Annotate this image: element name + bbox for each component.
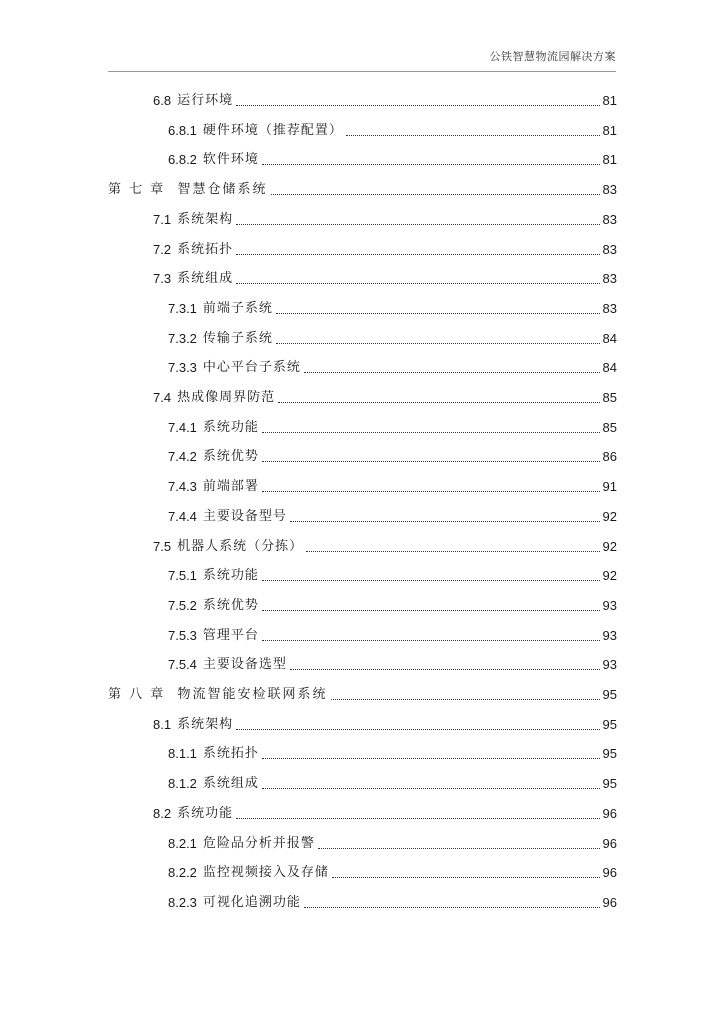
toc-leader-dots	[332, 877, 600, 878]
toc-leader-dots	[306, 551, 599, 552]
toc-leader-dots	[262, 640, 600, 641]
toc-entry-number: 7.4.3	[168, 479, 197, 495]
toc-entry-title: 系统架构	[177, 211, 234, 227]
toc-entry-page: 86	[602, 449, 617, 465]
toc-entry[interactable]	[0, 356, 617, 376]
toc-leader-dots	[262, 432, 600, 433]
toc-entry-title: 前端部署	[202, 479, 259, 495]
toc-entry-title: 系统组成	[177, 271, 234, 287]
toc-entry-title: 监控视频接入及存储	[202, 865, 329, 881]
toc-entry-label	[153, 539, 303, 555]
toc-leader-dots	[262, 461, 600, 462]
toc-entry-title: 系统功能	[202, 568, 259, 584]
toc-entry[interactable]	[0, 238, 617, 258]
toc-entry-number: 8.2.1	[168, 835, 197, 851]
toc-entry-label	[108, 182, 268, 198]
toc-entry-label	[168, 420, 259, 436]
toc-entry-number: 8.1	[153, 716, 172, 732]
toc-entry-number: 7.5.4	[168, 657, 197, 673]
toc-entry-page: 83	[602, 300, 617, 316]
toc-entry-page: 96	[602, 805, 617, 821]
toc-entry-page: 81	[602, 122, 617, 138]
running-header: 公铁智慧物流园解决方案	[489, 50, 616, 63]
toc-entry-label	[168, 479, 259, 495]
toc-entry-title: 管理平台	[202, 627, 259, 643]
toc-leader-dots	[278, 402, 599, 403]
toc-leader-dots	[262, 580, 600, 581]
toc-entry[interactable]	[0, 564, 617, 584]
header-divider	[108, 71, 616, 72]
toc-entry-number: 7.4.2	[168, 449, 197, 465]
toc-entry[interactable]	[0, 683, 617, 703]
toc-entry-page: 83	[602, 182, 617, 198]
toc-leader-dots	[290, 521, 600, 522]
toc-entry-label	[168, 568, 259, 584]
toc-entry[interactable]	[0, 475, 617, 495]
toc-entry-title: 系统拓扑	[202, 746, 259, 762]
toc-entry[interactable]	[0, 772, 617, 792]
toc-leader-dots	[276, 343, 600, 344]
toc-entry-label	[168, 360, 301, 376]
toc-entry-label	[168, 776, 259, 792]
toc-entry-page: 96	[602, 835, 617, 851]
toc-entry-number: 8.2	[153, 805, 172, 821]
toc-entry[interactable]	[0, 505, 617, 525]
toc-entry[interactable]	[0, 119, 617, 139]
toc-entry[interactable]	[0, 89, 617, 109]
toc-entry-page: 93	[602, 657, 617, 673]
toc-leader-dots	[318, 848, 600, 849]
toc-entry-label	[168, 123, 343, 139]
toc-entry-title: 软件环境	[202, 152, 259, 168]
toc-entry-label	[168, 628, 259, 644]
toc-entry-number: 6.8.2	[168, 152, 197, 168]
toc-entry-label	[153, 212, 233, 228]
toc-entry-title: 传输子系统	[202, 330, 273, 346]
toc-leader-dots	[346, 135, 600, 136]
toc-entry-number: 7.5.2	[168, 597, 197, 613]
toc-entry[interactable]	[0, 713, 617, 733]
toc-leader-dots	[236, 105, 599, 106]
toc-entry-page: 96	[602, 894, 617, 910]
toc-entry[interactable]	[0, 267, 617, 287]
toc-entry[interactable]	[0, 386, 617, 406]
toc-entry-label	[168, 598, 259, 614]
toc-entry-label	[153, 806, 233, 822]
toc-leader-dots	[262, 788, 600, 789]
toc-leader-dots	[290, 669, 600, 670]
toc-entry-number: 8.2.3	[168, 894, 197, 910]
toc-leader-dots	[276, 313, 600, 314]
toc-entry-title: 第 八 章 物流智能安检联网系统	[108, 687, 328, 702]
toc-entry[interactable]	[0, 594, 617, 614]
toc-leader-dots	[236, 729, 599, 730]
toc-entry-page: 92	[602, 508, 617, 524]
toc-entry-label	[168, 836, 315, 852]
toc-entry-title: 系统架构	[177, 716, 234, 732]
toc-entry-page: 81	[602, 93, 617, 108]
toc-entry-title: 危险品分析并报警	[202, 835, 315, 851]
toc-entry-title: 系统优势	[202, 449, 259, 465]
toc-entry-label	[153, 242, 233, 258]
toc-leader-dots	[236, 254, 599, 255]
toc-entry-page: 83	[602, 211, 617, 227]
toc-entry-number: 6.8	[153, 93, 172, 108]
toc-entry-title: 系统功能	[202, 419, 259, 435]
toc-entry-number: 7.1	[153, 211, 172, 227]
toc-entry-number: 8.1.2	[168, 776, 197, 792]
toc-entry-number: 8.2.2	[168, 865, 197, 881]
toc-entry-page: 95	[602, 776, 617, 792]
toc-entry[interactable]	[0, 861, 617, 881]
toc-leader-dots	[271, 194, 600, 195]
toc-entry-page: 93	[602, 597, 617, 613]
toc-entry[interactable]	[0, 832, 617, 852]
toc-entry-number: 7.2	[153, 241, 172, 257]
toc-entry[interactable]	[0, 178, 617, 198]
toc-entry-number: 7.4	[153, 390, 172, 405]
toc-entry-page: 92	[602, 568, 617, 584]
toc-entry-page: 83	[602, 271, 617, 287]
toc-entry-number: 7.5.1	[168, 568, 197, 584]
toc-entry-label	[168, 509, 287, 525]
toc-leader-dots	[331, 699, 600, 700]
toc-entry[interactable]	[0, 802, 617, 822]
toc-entry-label	[153, 271, 233, 287]
toc-leader-dots	[236, 818, 599, 819]
toc-entry-page: 95	[602, 716, 617, 732]
toc-entry-label	[108, 687, 328, 703]
toc-entry-label	[168, 301, 273, 317]
toc-entry-label	[168, 657, 287, 673]
toc-entry-page: 85	[602, 419, 617, 435]
toc-entry-page: 96	[602, 865, 617, 881]
toc-entry-title: 系统优势	[202, 597, 259, 613]
toc-entry-label	[168, 152, 259, 168]
toc-entry[interactable]	[0, 535, 617, 555]
toc-entry-label	[168, 449, 259, 465]
toc-entry-number: 7.3.2	[168, 330, 197, 346]
toc-entry[interactable]	[0, 416, 617, 436]
toc-entry-label	[168, 746, 259, 762]
toc-entry-label	[168, 331, 273, 347]
toc-entry-number: 6.8.1	[168, 122, 197, 138]
toc-entry[interactable]	[0, 208, 617, 228]
toc-entry[interactable]	[0, 624, 617, 644]
toc-entry-title: 前端子系统	[202, 300, 273, 316]
toc-leader-dots	[304, 907, 600, 908]
toc-entry-title: 主要设备选型	[202, 657, 287, 673]
toc-entry-title: 运行环境	[177, 93, 234, 108]
toc-entry-page: 83	[602, 241, 617, 257]
toc-entry[interactable]	[0, 891, 617, 911]
toc-entry-number: 7.3.3	[168, 360, 197, 376]
toc-entry[interactable]	[0, 148, 617, 168]
toc-entry[interactable]	[0, 297, 617, 317]
toc-entry-number: 7.5.3	[168, 627, 197, 643]
toc-entry-page: 91	[602, 479, 617, 495]
toc-leader-dots	[262, 164, 600, 165]
toc-entry-title: 机器人系统（分拣）	[177, 538, 304, 554]
toc-entry-number: 7.3.1	[168, 300, 197, 316]
toc-entry[interactable]	[0, 653, 617, 673]
toc-entry-page: 81	[602, 152, 617, 168]
toc-entry-page: 84	[602, 330, 617, 346]
toc-entry-page: 93	[602, 627, 617, 643]
toc-leader-dots	[262, 610, 600, 611]
toc-leader-dots	[304, 372, 600, 373]
toc-leader-dots	[236, 283, 599, 284]
toc-entry-number: 7.3	[153, 271, 172, 287]
toc-entry-title: 系统功能	[177, 805, 234, 821]
toc-entry-page: 84	[602, 360, 617, 376]
toc-entry[interactable]	[0, 327, 617, 347]
toc-entry-title: 系统组成	[202, 776, 259, 792]
toc-entry-title: 可视化追溯功能	[202, 894, 301, 910]
toc-entry-page: 85	[602, 390, 617, 405]
toc-entry-title: 系统拓扑	[177, 241, 234, 257]
toc-entry-label	[153, 390, 275, 406]
toc-entry-number: 7.5	[153, 538, 172, 554]
toc-entry-title: 主要设备型号	[202, 508, 287, 524]
toc-entry-title: 热成像周界防范	[177, 390, 276, 405]
toc-entry-title: 第 七 章 智慧仓储系统	[108, 182, 268, 198]
toc-entry-number: 7.4.4	[168, 508, 197, 524]
toc-entry-page: 92	[602, 538, 617, 554]
toc-entry-label	[168, 865, 329, 881]
toc-entry-number: 8.1.1	[168, 746, 197, 762]
toc-entry[interactable]	[0, 445, 617, 465]
toc-entry-page: 95	[602, 687, 617, 702]
toc-entry-title: 硬件环境（推荐配置）	[202, 122, 343, 138]
toc-entry-title: 中心平台子系统	[202, 360, 301, 376]
toc-leader-dots	[262, 758, 600, 759]
toc-entry-label	[153, 93, 233, 109]
toc-entry[interactable]	[0, 742, 617, 762]
toc-leader-dots	[236, 224, 599, 225]
toc-entry-label	[153, 717, 233, 733]
toc-entry-number: 7.4.1	[168, 419, 197, 435]
toc-entry-label	[168, 895, 301, 911]
toc-leader-dots	[262, 491, 600, 492]
toc-entry-page: 95	[602, 746, 617, 762]
